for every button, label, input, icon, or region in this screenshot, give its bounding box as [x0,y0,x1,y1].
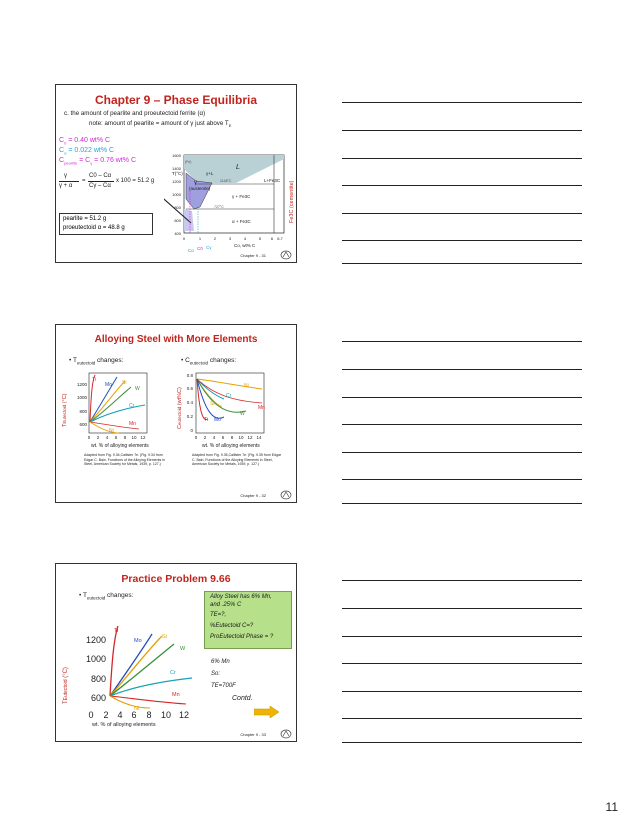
y-axis-title: T(°C) [172,171,183,176]
x-tick: 12 [247,435,253,440]
y-tick: 1200 [76,382,87,387]
eq-rhs: x 100 = 51.2 g [116,178,155,184]
note-line [342,580,582,581]
stanford-logo-icon [280,490,292,500]
note-line [342,503,582,504]
label-1148: 1148°C [220,179,232,183]
series-label-cr: Cr [170,670,176,676]
x-tick: 6 [221,435,225,440]
label-c0: C0 [197,246,203,251]
note-text: note: amount of pearlite = amount of γ just above $T_E$ [89,120,232,129]
y-tick: 800 [90,674,106,684]
label-liquid-fe3c: L+Fe3C [264,178,281,183]
series-label-si: Si [210,401,215,407]
stanford-logo-icon [280,729,292,739]
x-tick: 6 [114,435,118,440]
note-line [342,452,582,453]
x-tick: 4 [117,710,123,720]
label-delta: (Fe) [185,160,192,164]
right-arrow-icon[interactable] [254,706,280,718]
label-gamma-fe3c: γ + Fe3C [232,194,251,199]
y-tick: 0.6 [186,386,193,391]
note-line [342,424,582,425]
series-label-mo: Mo [105,382,112,388]
y-tick: 1200 [85,635,106,645]
slide-title: Chapter 9 – Phase Equilibria [94,93,258,107]
y-tick: 800 [174,205,181,210]
y-tick: 400 [174,231,181,236]
x-tick: 10 [131,435,137,440]
eq-frac-bar [88,181,114,182]
pearlite-result: pearlite = 51.2 g [63,216,107,222]
y-axis-title: Ceutectoid (wt%C) [177,387,183,429]
t-eutectoid-chart [59,367,171,449]
x-tick: 0 [88,710,94,720]
x-tick: 0 [87,435,91,440]
label-cgamma: Cγ [206,245,212,250]
series-ni-line [90,422,119,433]
stanford-logo-icon [280,250,292,260]
x-axis-label: wt. % of alloying elements [92,722,156,728]
note-line [342,742,582,743]
y-tick: 1200 [172,179,181,184]
slide-footer: Chapter 9 - 33 [240,732,266,737]
label-austenite: (austenite) [189,186,211,191]
x-tick: 6 [270,236,274,241]
y-axis-title: TEutectoid (°C) [63,667,69,704]
answer-line: TE=700F [211,683,236,689]
y-tick: 0 [190,428,193,433]
label-727: 727°C [214,205,224,209]
series-label-mo: Mo [214,417,221,423]
series-label-ti: Ti [204,417,208,423]
series-mo-line [90,377,117,422]
note-line [342,663,582,664]
note-line [342,608,582,609]
right-bullet: • $C_{eutectoid}$ changes: [181,357,237,366]
x-tick: 8 [230,435,234,440]
problem-box [204,591,292,649]
series-mn-line [197,379,262,403]
c-eutectoid-chart [174,367,296,449]
answer-line: So: [211,671,221,677]
x-tick: 12 [140,435,146,440]
note-line [342,130,582,131]
part-c-text: c. the amount of pearlite and proeutectoid ferrite (α) [64,110,206,117]
x-tick: 1 [198,236,202,241]
note-line [342,718,582,719]
x-tick: 12 [178,710,190,720]
label-gamma: γ [194,180,197,186]
x-tick: 6.7 [277,236,283,241]
note-line [342,240,582,241]
series-ni-line [197,379,262,389]
series-label-ni: Ni [134,706,140,712]
label-calpha: Cα [188,248,194,253]
note-line [342,636,582,637]
note-line [342,479,582,480]
problem-line: TE=?, [210,612,227,618]
y-axis-title: TEutectoid (°C) [62,393,68,427]
label-gamma-liquid: γ+L [206,171,214,176]
y-tick: 0.8 [186,373,193,378]
y-tick: 0.4 [186,400,193,405]
note-line [342,102,582,103]
x-tick: 0 [182,236,186,241]
series-label-cr: Cr [129,403,135,409]
series-label-cr: Cr [226,393,232,399]
x-axis-label: wt. % of alloying elements [91,443,149,449]
x-tick: 10 [160,710,172,720]
x-tick: 3 [228,236,232,241]
problem-line: ProEutectoid Phase = ? [210,634,274,640]
answer-block [211,656,236,692]
eq-frac-bot: Cγ – Cα [89,183,111,189]
contd-label: Contd. [232,695,253,702]
series-label-si: Si [122,380,127,386]
eq-frac-top: C0 – Cα [89,173,112,179]
y-tick: 1000 [172,192,181,197]
series-label-mn: Mn [129,421,136,427]
series-w-line [90,387,131,422]
left-caption: Adapted from Fig. 9.34,Callister 7e. (Fig. 9.34 from Edgar C. Bain, Functions of the Alloying Elements in Steel, American Society for Metals, 1939, p. 127.) [84,453,165,466]
x-tick: 14 [256,435,262,440]
slide-title: Practice Problem 9.66 [121,573,231,585]
note-line [342,185,582,186]
x-tick: 5 [258,236,262,241]
slide-footer: Chapter 9 - 32 [240,493,266,498]
series-label-si: Si [162,634,167,640]
note-line [342,213,582,214]
series-label-ni: Ni [109,428,114,434]
x-tick: 4 [243,236,247,241]
y-tick: 800 [79,409,87,414]
series-label-mn: Mn [172,692,180,698]
right-caption: Adapted from Fig. 9.35,Callister 7e. (Fig. 9.35 from Edgar C. Bain, Functions of the Alloying Elements in Steel, American Society for Metals, 1939, p. 127.) [192,453,282,466]
answer-line: 6% Mn [211,659,230,665]
problem-line: Alloy Steel has 6% Mn, [210,594,272,600]
x-tick: 8 [123,435,127,440]
proeutectoid-result: proeutectoid α = 48.8 g [63,225,125,231]
eq-equals: = [82,178,86,184]
x-tick: 6 [131,710,137,720]
label-liquid: L [236,164,240,171]
x-tick: 2 [203,435,207,440]
y-tick: 600 [79,422,87,427]
y-tick: 0.2 [186,414,193,419]
result-box [59,213,153,235]
y-tick: 600 [90,693,106,703]
series-w-line [110,644,174,696]
x-axis-label: Co, wt% C [234,243,256,248]
y-tick: 1000 [76,395,87,400]
series-mo-line [110,634,152,696]
page-number: 11 [605,800,618,814]
series-label-w: W [180,646,186,652]
slide-alloying-steel [55,324,297,503]
series-label-ni: Ni [244,383,249,389]
series-label-ti: Ti [92,377,96,383]
c0-line: $C_0 = 0.40$ wt% C [59,137,111,146]
x-axis-label: wt. % of alloying elements [202,443,260,449]
series-label-mo: Mo [134,638,142,644]
note-line [342,397,582,398]
x-tick: 4 [105,435,109,440]
y-tick: 1400 [172,166,181,171]
problem-line: %Eutectoid C=? [210,623,254,629]
y-tick: 1600 [172,153,181,158]
series-label-mn: Mn [258,405,265,411]
x-tick: 10 [238,435,244,440]
fe-c-phase-diagram [164,151,297,261]
slide-title: Alloying Steel with More Elements [94,334,258,345]
series-label-ti: Ti [114,628,119,634]
x-tick: 2 [213,236,217,241]
note-line [342,691,582,692]
x-tick: 4 [212,435,216,440]
series-label-w: W [240,411,245,417]
y-tick: 1000 [85,654,106,664]
eq-lhs-bar [59,181,79,182]
left-bullet: • $T_{eutectoid}$ changes: [69,357,124,366]
cpearlite-line: $C_{pearlite} = C_\gamma = 0.76$ wt% C [59,157,137,166]
problem-line: and .25% C [210,602,242,608]
y-tick: 600 [174,218,181,223]
slide-practice-problem [55,563,297,742]
calpha-line: $C_\alpha = 0.022$ wt% C [59,147,115,156]
label-cementite: Fe3C (cementite) [289,180,295,223]
series-label-w: W [135,386,140,392]
label-alpha-fe3c: α + Fe3C [232,219,251,224]
x-tick: 8 [146,710,152,720]
note-line [342,369,582,370]
note-line [342,263,582,264]
x-tick: 2 [103,710,109,720]
eq-lhs-top: γ [64,173,67,179]
t-eutectoid-chart [56,620,196,728]
slide-phase-equilibria [55,84,297,263]
series-si-line [110,636,162,696]
eq-lhs-bot: γ + α [59,183,73,189]
bullet: • $T_{eutectoid}$ changes: [79,592,134,601]
slide-footer: Chapter 9 - 31 [240,253,266,258]
x-tick: 0 [194,435,198,440]
series-w-line [197,379,246,412]
note-line [342,158,582,159]
x-tick: 2 [96,435,100,440]
note-line [342,341,582,342]
